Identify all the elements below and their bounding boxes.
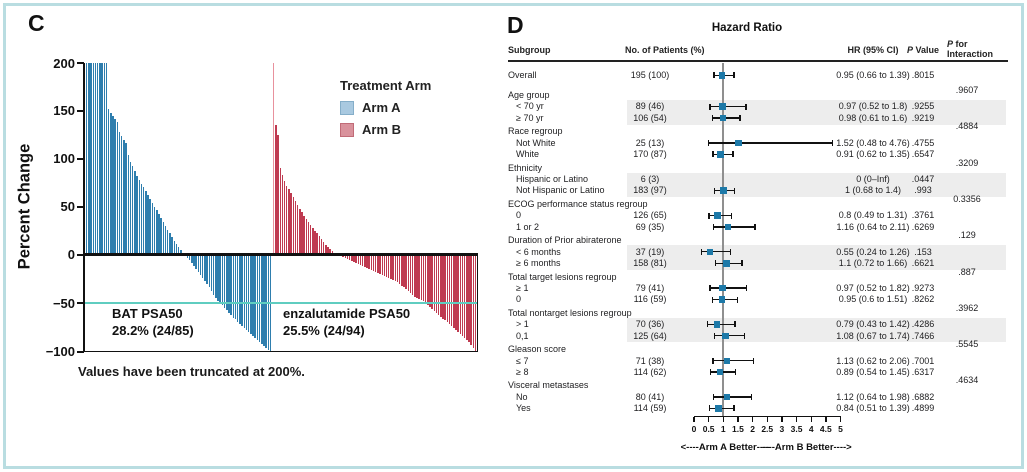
ci-cap-high (733, 72, 734, 78)
hr-ci-value: 0 (0–Inf) (856, 174, 890, 184)
subgroup-label: < 6 months (516, 246, 561, 257)
y-tick-label: −50 (52, 295, 75, 311)
subgroup-label: 0,1 (516, 330, 529, 341)
p-interaction-value: .4634 (955, 375, 979, 386)
hr-ci-value: 0.91 (0.62 to 1.35) (836, 149, 910, 160)
hr-ci-value: 1.13 (0.62 to 2.06) (836, 355, 910, 366)
ci-cap-low (712, 151, 713, 157)
group-label: Visceral metastases (508, 380, 589, 391)
ci-cap-low (701, 249, 702, 255)
ci-cap-high (734, 321, 735, 327)
hr-marker (717, 151, 724, 158)
subgroup-label: Yes (516, 403, 531, 414)
patients-value: 106 (54) (633, 112, 667, 123)
hr-marker (723, 260, 730, 267)
legend-label-arm-b: Arm B (362, 122, 402, 137)
header-rule (508, 60, 1008, 62)
truncation-footnote: Values have been truncated at 200%. (78, 364, 305, 379)
ci-cap-low (714, 188, 715, 194)
p-value: .6882 (911, 391, 935, 402)
group-label: Gleason score (508, 344, 567, 355)
patients-value: 37 (19) (635, 246, 665, 257)
panel-d-label: D (507, 12, 524, 38)
ci-cap-high (741, 260, 742, 266)
p-value: .6269 (911, 221, 935, 232)
x-axis-tick-label: 1.5 (732, 424, 744, 434)
ci-cap-low (709, 405, 710, 411)
annotation-bat-psa50: BAT PSA50 28.2% (24/85) (112, 306, 194, 338)
y-tick-label: 0 (67, 247, 75, 262)
ci-cap-low (707, 321, 708, 327)
hr-ci-value: 0.79 (0.43 to 1.42) (836, 319, 910, 330)
subgroup-label: 0 (516, 210, 522, 221)
hr-marker (722, 333, 729, 340)
p-value: .7466 (911, 330, 935, 341)
hr-ci-value: 0.97 (0.52 to 1.8) (838, 101, 908, 112)
hr-ci-value: 0.95 (0.6 to 1.51) (838, 294, 908, 305)
col-header-patients: No. of Patients (%) (625, 45, 705, 55)
subgroup-label: Not White (516, 137, 556, 148)
ci-cap-high (744, 333, 745, 339)
hr-ci-value: 1.08 (0.67 to 1.74) (836, 330, 910, 341)
y-tick-label: 100 (53, 151, 75, 167)
legend-title: Treatment Arm (340, 78, 432, 93)
hr-marker (724, 358, 731, 365)
col-header-pvalue: P Value (906, 45, 940, 55)
subgroup-label: > 1 (516, 319, 529, 330)
hr-ci-value: 0.95 (0.66 to 1.39) (836, 70, 910, 80)
ci-cap-high (751, 394, 752, 400)
x-axis-tick (840, 417, 841, 422)
patients-value: 79 (41) (635, 282, 665, 293)
ci-cap-high (731, 213, 732, 219)
x-axis-tick (781, 417, 782, 422)
p-interaction-value: .3209 (955, 157, 979, 168)
legend (340, 78, 431, 144)
legend-item-arm-a (340, 100, 431, 115)
ci-cap-high (754, 224, 755, 230)
forest-title: Hazard Ratio (711, 22, 783, 34)
ci-cap-high (734, 188, 735, 194)
patients-value: 126 (65) (633, 210, 667, 221)
ci-cap-low (714, 333, 715, 339)
axis-direction-arm-b: ----Arm B Better----> (762, 442, 852, 453)
ci-whisker (709, 106, 747, 107)
ci-whisker (713, 226, 756, 227)
p-value: .6317 (911, 366, 935, 377)
p-interaction-value: .9607 (955, 85, 979, 95)
patients-value: 183 (97) (633, 185, 667, 196)
axis-direction-arm-a: <----Arm A Better---- (680, 442, 770, 453)
hr-marker (720, 187, 727, 194)
x-axis-tick (825, 417, 826, 422)
p-value: .9273 (911, 282, 935, 293)
p-interaction-value: .887 (958, 266, 976, 277)
ci-cap-low (713, 224, 714, 230)
group-label: Ethnicity (508, 162, 543, 173)
hr-ci-value: 1.12 (0.64 to 1.98) (836, 391, 910, 402)
x-axis-tick-label: 0 (691, 424, 697, 434)
patients-value: 125 (64) (633, 330, 667, 341)
subgroup-label: 0 (516, 294, 522, 305)
arm-b-swatch-icon (340, 123, 354, 137)
group-label: Total target lesions regroup (508, 271, 617, 282)
arm-a-swatch-icon (340, 101, 354, 115)
patients-value: 6 (3) (640, 174, 660, 184)
p-interaction-value: 0.3356 (953, 193, 981, 204)
annotation-enzalutamide-psa50: enzalutamide PSA50 25.5% (24/94) (283, 306, 411, 338)
p-interaction-value: .4884 (955, 121, 979, 132)
x-axis-tick-label: 3.5 (790, 424, 803, 434)
x-axis-tick-label: 4 (808, 424, 814, 434)
ci-cap-low (709, 104, 710, 110)
hr-marker (724, 394, 731, 401)
ci-cap-low (708, 213, 709, 219)
hr-ci-value: 1.52 (0.48 to 4.76) (836, 137, 910, 148)
x-axis-tick-label: 0.5 (702, 424, 715, 434)
ci-cap-high (732, 151, 733, 157)
ci-cap-low (710, 369, 711, 375)
p-value: .4286 (911, 319, 935, 330)
hr-marker (714, 212, 721, 219)
subgroup-label: ≤ 7 (516, 355, 529, 366)
x-axis-tick (767, 417, 768, 422)
ci-cap-low (713, 394, 714, 400)
x-axis-tick-label: 5 (838, 424, 843, 434)
p-value: .993 (914, 185, 932, 196)
subgroup-label: Not Hispanic or Latino (516, 185, 605, 196)
subgroup-label: 1 or 2 (516, 221, 540, 232)
patients-value: 80 (41) (635, 391, 665, 402)
hr-ci-value: 1 (0.68 to 1.4) (844, 185, 902, 196)
subgroup-label: ≥ 8 (516, 366, 529, 377)
group-label: Duration of Prior abiraterone (508, 235, 622, 246)
ci-cap-low (708, 140, 709, 146)
x-axis-tick-label: 1 (720, 424, 726, 434)
y-axis-label: Percent Change (15, 143, 34, 270)
patients-value: 70 (36) (635, 319, 665, 330)
ci-cap-high (735, 369, 736, 375)
p-value: .6621 (911, 258, 935, 268)
hr-ci-value: 1.1 (0.72 to 1.66) (838, 258, 908, 268)
patients-value: 195 (100) (630, 70, 670, 80)
ci-whisker (714, 335, 745, 336)
patients-value: 69 (35) (635, 221, 665, 232)
patients-value: 71 (38) (635, 355, 665, 366)
group-label: Total nontarget lesions regroup (508, 307, 632, 318)
hr-marker (714, 321, 721, 328)
hr-marker (719, 285, 726, 292)
patients-value: 89 (46) (635, 101, 665, 112)
ci-whisker (712, 360, 754, 361)
hr-marker (720, 115, 727, 122)
y-tick-label: 50 (60, 199, 75, 215)
p-interaction-value: .5545 (955, 339, 979, 350)
p-value: .153 (914, 246, 932, 257)
p-interaction-value: .3962 (955, 302, 979, 313)
ci-cap-low (715, 260, 716, 266)
ci-cap-low (713, 72, 714, 78)
y-tick-label: 200 (53, 55, 75, 71)
x-axis-tick (796, 417, 797, 422)
ci-whisker (712, 117, 741, 118)
subgroup-label: ≥ 1 (516, 282, 529, 293)
hr-ci-value: 0.97 (0.52 to 1.82) (836, 282, 910, 293)
p-value: .0447 (911, 174, 935, 184)
hr-marker (725, 224, 732, 231)
hr-marker (719, 72, 726, 79)
y-axis-line (83, 63, 85, 352)
hr-marker (715, 405, 722, 412)
hr-marker (717, 369, 724, 376)
ci-cap-high (746, 285, 747, 291)
x-axis-tick (752, 417, 753, 422)
p-value: .8262 (911, 294, 935, 305)
hr-ci-value: 0.8 (0.49 to 1.31) (838, 210, 908, 221)
patients-value: 116 (59) (633, 294, 667, 305)
subgroup-label: Hispanic or Latino (516, 174, 589, 184)
ci-cap-high (739, 115, 740, 121)
x-axis-tick-label: 3 (779, 424, 785, 434)
ci-cap-low (712, 297, 713, 303)
ci-cap-low (712, 115, 713, 121)
x-axis-tick-label: 2.5 (761, 424, 774, 434)
col-header-hr: HR (95% CI) (847, 45, 899, 55)
p-value: .7001 (911, 355, 935, 366)
p-value: .4755 (911, 137, 935, 148)
legend-item-arm-b (340, 122, 431, 137)
subgroup-label: No (516, 391, 528, 402)
group-label: Age group (508, 90, 550, 100)
p-value: .9219 (911, 112, 935, 123)
right-border-line (477, 253, 479, 352)
ci-whisker (701, 251, 731, 252)
hr-ci-value: 0.84 (0.51 to 1.39) (836, 403, 910, 414)
ci-whisker (713, 396, 752, 397)
subgroup-label: White (516, 149, 540, 160)
p-value: .8015 (911, 70, 935, 80)
p-value: .3761 (911, 210, 935, 221)
p-value: .6547 (911, 149, 935, 160)
ci-cap-low (709, 285, 710, 291)
bottom-border-line (84, 351, 478, 353)
subgroup-label: ≥ 70 yr (516, 112, 544, 123)
hr-marker (707, 249, 714, 256)
p-value: .9255 (911, 101, 935, 112)
x-axis-tick (693, 417, 694, 422)
ci-cap-high (730, 249, 731, 255)
subgroup-label: Overall (508, 70, 537, 80)
panel-c-label: C (28, 10, 45, 36)
ci-cap-high (733, 405, 734, 411)
subgroup-label: ≥ 6 months (516, 258, 561, 268)
x-axis-tick-label: 4.5 (819, 424, 832, 434)
psa50-threshold-line (84, 302, 478, 304)
ci-cap-high (753, 358, 754, 364)
y-tick-label: 150 (53, 103, 75, 119)
patients-value: 158 (81) (633, 258, 667, 268)
ci-whisker (709, 287, 747, 288)
hr-ci-value: 0.98 (0.61 to 1.6) (838, 112, 908, 123)
zero-baseline (84, 253, 478, 256)
hr-ci-value: 1.16 (0.64 to 2.11) (836, 221, 910, 232)
x-axis-tick-label: 2 (750, 424, 755, 434)
col-header-p-interaction: P for Interaction (947, 39, 994, 59)
x-axis-tick (708, 417, 709, 422)
col-header-subgroup: Subgroup (508, 45, 551, 55)
hr-marker (719, 103, 726, 110)
ci-cap-high (737, 297, 738, 303)
ci-cap-low (712, 358, 713, 364)
x-axis-tick (723, 417, 724, 422)
group-label: ECOG performance status regroup (508, 198, 648, 209)
patients-value: 114 (59) (633, 403, 667, 414)
ci-whisker (708, 142, 833, 143)
x-axis-tick (811, 417, 812, 422)
patients-value: 170 (87) (633, 149, 667, 160)
hr-marker (735, 140, 742, 147)
patients-value: 114 (62) (633, 366, 667, 377)
legend-label-arm-a: Arm A (362, 100, 401, 115)
hr-ci-value: 0.89 (0.54 to 1.45) (836, 366, 910, 377)
x-axis-tick (737, 417, 738, 422)
group-label: Race regroup (508, 126, 563, 137)
ci-cap-high (745, 104, 746, 110)
subgroup-label: < 70 yr (516, 101, 544, 112)
y-tick-label: −100 (45, 344, 75, 359)
p-value: .4899 (911, 403, 935, 414)
patients-value: 25 (13) (635, 137, 665, 148)
p-interaction-value: .129 (958, 230, 976, 241)
hr-ci-value: 0.55 (0.24 to 1.26) (836, 246, 910, 257)
ci-whisker (707, 324, 736, 325)
hr-marker (719, 296, 726, 303)
